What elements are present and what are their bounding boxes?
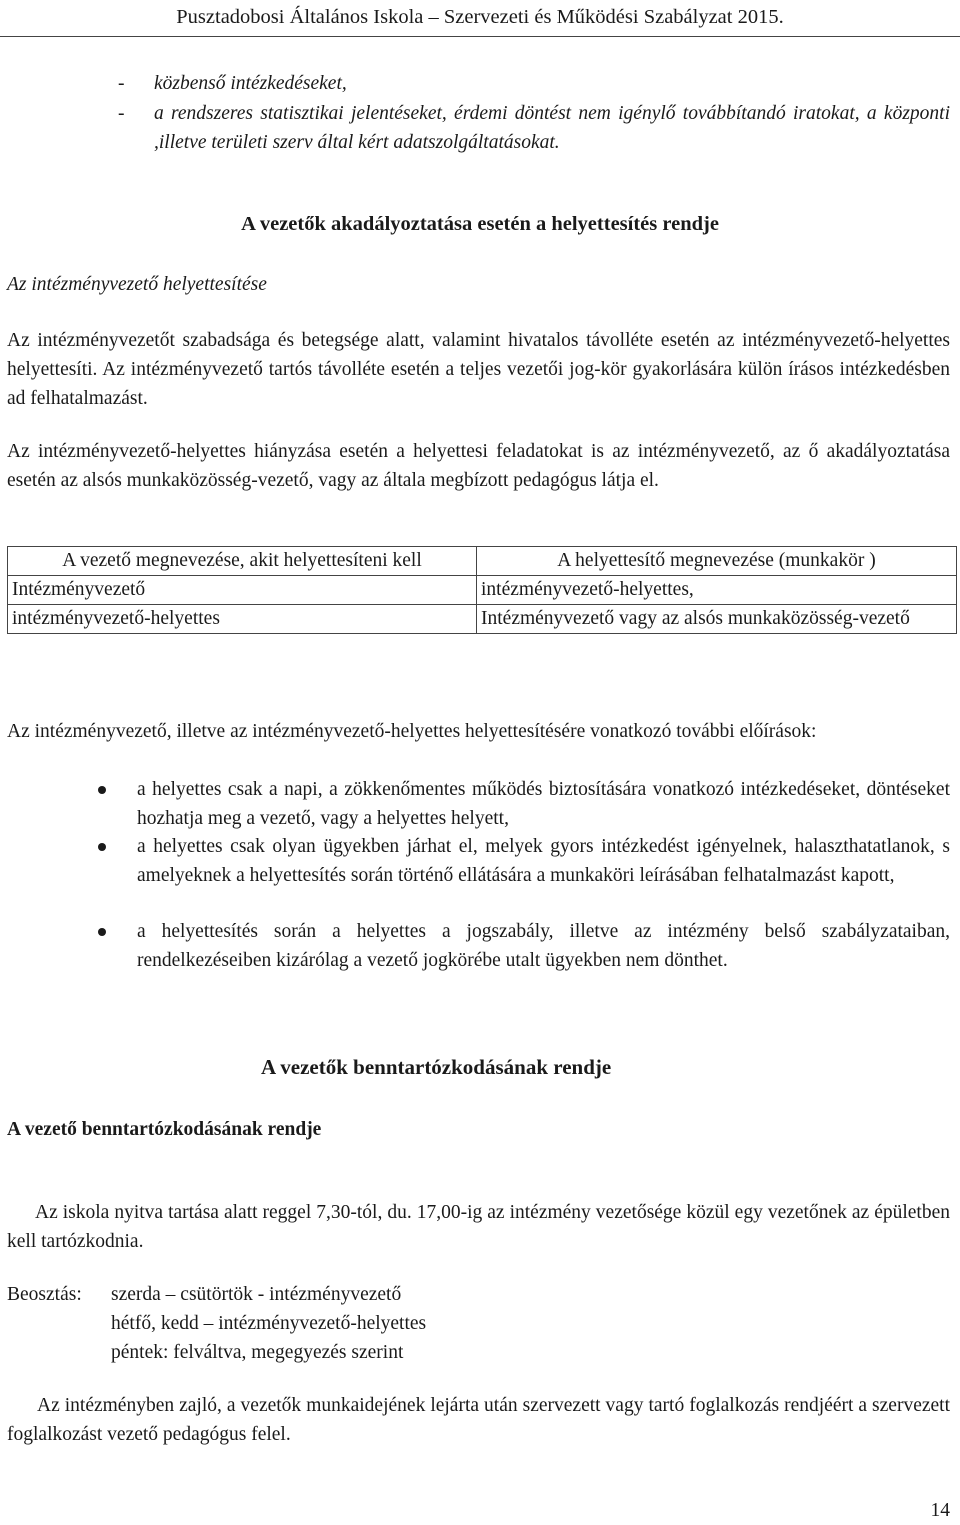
header-rule <box>0 36 960 37</box>
schedule <box>7 1280 426 1367</box>
schedule-entry: péntek: felváltva, megegyezés szerint <box>111 1342 404 1363</box>
table-cell: intézményvezető-helyettes <box>8 605 477 634</box>
list-item <box>118 69 950 99</box>
list-dash: - <box>118 73 125 94</box>
bullet-icon <box>98 786 106 794</box>
table-row <box>8 576 957 605</box>
schedule-entry: hétfő, kedd – intézményvezető-helyettes <box>111 1313 427 1334</box>
paragraph: Az intézményvezető, illetve az intézményvezető-helyettes helyettesítésére vonatkozó további előírások: <box>7 721 817 742</box>
table-cell: Intézményvezető <box>8 576 477 605</box>
list-item <box>98 832 950 919</box>
substitution-table <box>7 546 957 634</box>
list-item-text: a helyettes csak a napi, a zökkenőmentes működés biztosítására vonatkozó intézkedéseket, döntéseket hozhatja meg a vezető, vagy a helyettes helyett, <box>137 779 950 829</box>
page-header: Pusztadobosi Általános Iskola – Szervezeti és Működési Szabályzat 2015. <box>176 6 784 28</box>
bullet-icon <box>98 843 106 851</box>
page-number: 14 <box>930 1500 950 1521</box>
list-item-text: a rendszeres statisztikai jelentéseket, érdemi döntést nem igénylő továbbítandó iratokat, a központi ,illetve területi szerv által kért adatszolgáltatásokat. <box>154 103 950 153</box>
list-item <box>98 775 950 833</box>
table-header-row <box>8 547 957 576</box>
section-heading: A vezetők benntartózkodásának rendje <box>261 1055 612 1079</box>
paragraph: Az intézményvezető-helyettes hiányzása esetén a helyettesi feladatokat is az intézményvezető, az ő akadályoztatása esetén az alsós munkaközösség-vezető, vagy az általa megbízott pedagógus látja el. <box>7 441 950 491</box>
table-cell: Intézményvezető vagy az alsós munkaközösség-vezető <box>477 605 957 634</box>
bullet-icon <box>98 928 106 936</box>
paragraph: Az iskola nyitva tartása alatt reggel 7,30-tól, du. 17,00-ig az intézmény vezetősége közül egy vezetőnek az épületben kell tartózkodnia. <box>7 1202 950 1252</box>
section-subheading: Az intézményvezető helyettesítése <box>7 274 267 295</box>
table-cell: intézményvezető-helyettes, <box>477 576 957 605</box>
list-item <box>98 917 950 1004</box>
paragraph: Az intézményben zajló, a vezetők munkaidejének lejárta után szervezett vagy tartó foglalkozás rendjéért a szervezett foglalkozást vezető pedagógus felel. <box>7 1395 950 1445</box>
list-item-text: közbenső intézkedéseket, <box>154 73 347 94</box>
list-item <box>118 99 950 159</box>
column-header: A helyettesítő megnevezése (munkakör ) <box>477 547 957 576</box>
paragraph: Az intézményvezetőt szabadsága és betegsége alatt, valamint hivatalos távolléte esetén az intézményvezető-helyettes helyettesíti. Az intézményvezető tartós távolléte esetén a teljes vezetői jog-kör gyakorlására külön írásos intézkedésben ad felhatalmazást. <box>7 330 950 409</box>
section-heading: A vezetők akadályoztatása esetén a helyettesítés rendje <box>241 213 719 235</box>
section-subheading: A vezető benntartózkodásának rendje <box>7 1119 322 1140</box>
list-item-text: a helyettesítés során a helyettes a jogszabály, illetve az intézmény belső szabályzataiban, rendelkezéseiben kizárólag a vezető jogkörébe utalt ügyekben nem dönthet. <box>137 921 950 971</box>
column-header: A vezető megnevezése, akit helyettesíteni kell <box>8 547 477 576</box>
list-dash: - <box>118 103 125 124</box>
list-item-text: a helyettes csak olyan ügyekben járhat el, melyek gyors intézkedést igényelnek, halaszthatatlanok, s amelyeknek a helyettesítés során történő ellátására a munkaköri leírásában felhatalmazást kapott, <box>137 836 950 886</box>
schedule-entry: szerda – csütörtök - intézményvezető <box>111 1284 402 1305</box>
table-row <box>8 605 957 634</box>
schedule-label: Beosztás: <box>7 1284 82 1305</box>
